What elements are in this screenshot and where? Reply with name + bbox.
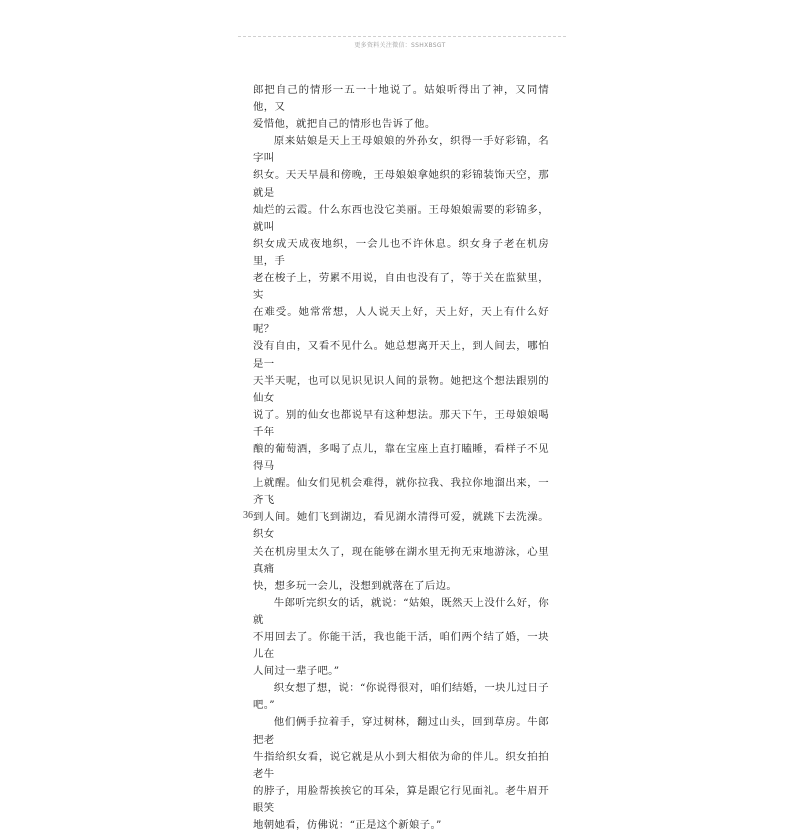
paragraph-3: 牛郎听完织女的话，就说：“姑娘，既然天上没什么好，你就 不用回去了。你能干活，我也能干活，咱们两个结了婚，一块儿在 人间过一辈子吧。” bbox=[253, 596, 549, 678]
body-text bbox=[253, 82, 549, 834]
paragraph-5: 他们俩手拉着手，穿过树林，翻过山头，回到草房。牛郎把老 牛指给织女看，说它就是从小到大相依为命的伴儿。织女拍拍老牛 的脖子，用脸帮挨挨它的耳朵，算是跟它行见面礼。老牛眉开眼笑 地朝她看，仿佛说：“正是这个新娘子。” bbox=[253, 716, 549, 832]
paragraph-1: 郎把自己的情形一五一十地说了。姑娘听得出了神，又同情他，又 爱惜他，就把自己的情形也告诉了他。 bbox=[253, 84, 549, 131]
paragraph-4: 织女想了想，说：“你说得很对，咱们结婚，一块儿过日子吧。” bbox=[253, 682, 549, 712]
page-number: 36 bbox=[243, 510, 253, 521]
page-header: 更多资料关注微信：SSHXBSGT bbox=[354, 42, 446, 49]
paragraph-2: 原来姑娘是天上王母娘娘的外孙女，织得一手好彩锦，名字叫 织女。天天早晨和傍晚，王母娘娘拿她织的彩锦装饰天空，那就是 灿烂的云霞。什么东西也没它美丽。王母娘娘需要的彩锦多，就叫 织女成天成夜地织，一会儿也不许休息。织女身子老在机房里，手 老在梭子上，劳累不用说，自由也没有了，等于关在监狱里，实 在难受。她常常想，人人说天上好，天上好，天上有什么好呢？ 没有自由，又看不见什么。她总想离开天上，到人间去，哪怕是一 天半天呢，也可以见识见识人间的景物。她把这个想法跟别的仙女 说了。别的仙女也都说早有这种想法。那天下午，王母娘娘喝千年 酿的葡萄酒，多喝了点儿，靠在宝座上直打瞌睡，看样子不见得马 上就醒。仙女们见机会难得，就你拉我、我拉你地溜出来，一齐飞 到人间。她们飞到湖边，看见湖水清得可爱，就跳下去洗澡。织女 关在机房里太久了，现在能够在湖水里无拘无束地游泳，心里真痛 快，想多玩一会儿，没想到就落在了后边。 bbox=[253, 135, 549, 592]
